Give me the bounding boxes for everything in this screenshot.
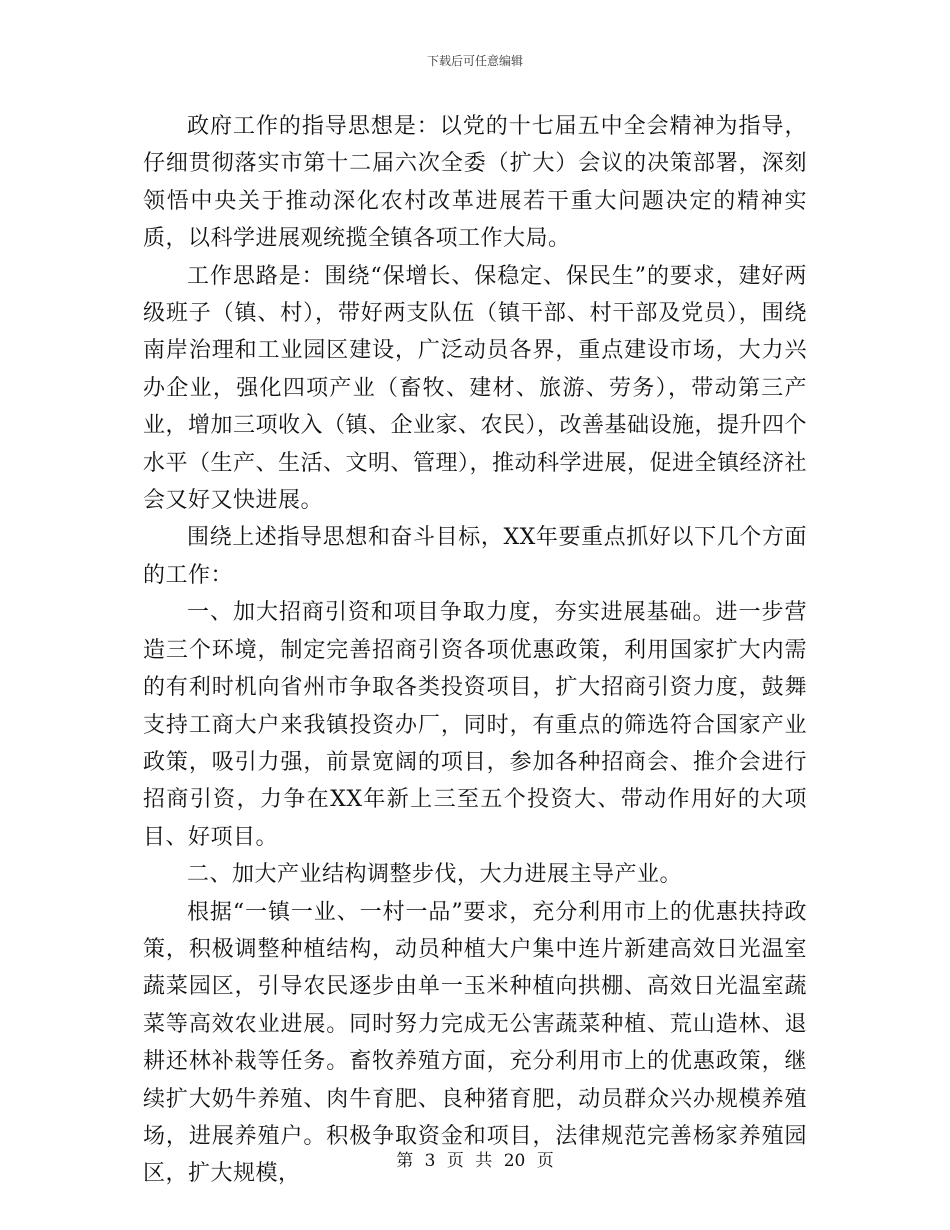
paragraph-guiding-ideology: 政府工作的指导思想是：以党的十七届五中全会精神为指导，仔细贯彻落实市第十二届六次全委（扩大）会议的决策部署，深刻领悟中央关于推动深化农村改革进展若干重大问题决定的精神实质，以科学进展观统揽全镇各项工作大局。 xyxy=(143,114,807,252)
paragraph-key-tasks-intro: 围绕上述指导思想和奋斗目标，XX年要重点抓好以下几个方面的工作： xyxy=(143,525,807,588)
header-note: 下载后可任意编辑 xyxy=(426,54,523,68)
footer-page-word: 页 xyxy=(446,1151,464,1171)
footer-current-page: 3 xyxy=(424,1151,436,1171)
paragraph-section-two-heading: 二、加大产业结构调整步伐，大力进展主导产业。 xyxy=(187,862,683,888)
paragraph-work-approach: 工作思路是：围绕“保增长、保稳定、保民生”的要求，建好两级班子（镇、村），带好两支队伍（镇干部、村干部及党员），围绕南岸治理和工业园区建设，广泛动员各界，重点建设市场，大力兴办企业，强化四项产业（畜牧、建材、旅游、劳务），带动第三产业，增加三项收入（镇、企业家、农民），改善基础设施，提升四个水平（生产、生活、文明、管理），推动科学进展，促进全镇经济社会又好又快进展。 xyxy=(143,263,808,514)
paragraph-industry-structure: 根据“一镇一业、一村一品”要求，充分利用市上的优惠扶持政策，积极调整种植结构，动员种植大户集中连片新建高效日光温室蔬菜园区，引导农民逐步由单一玉米种植向拱棚、高效日光温室蔬菜等高效农业进展。同时努力完成无公害蔬菜种植、荒山造林、退耕还林补栽等任务。畜牧养殖方面，充分利用市上的优惠政策，继续扩大奶牛养殖、肉牛育肥、良种猪育肥，动员群众兴办规模养殖场，进展养殖户。积极争取资金和项目，法律规范完善杨家养殖园区，扩大规模， xyxy=(143,899,807,1187)
document-body xyxy=(143,108,807,1193)
paragraph-investment-promotion: 一、加大招商引资和项目争取力度，夯实进展基础。进一步营造三个环境，制定完善招商引资各项优惠政策，利用国家扩大内需的有利时机向省州市争取各类投资项目，扩大招商引资力度，鼓舞支持工商大户来我镇投资办厂，同时，有重点的筛选符合国家产业政策，吸引力强，前景宽阔的项目，参加各种招商会、推介会进行招商引资，力争在XX年新上三至五个投资大、带动作用好的大项目、好项目。 xyxy=(143,600,807,850)
footer-page-prefix: 第 xyxy=(396,1151,414,1171)
page-footer xyxy=(0,1146,950,1171)
footer-total-prefix: 共 xyxy=(475,1151,493,1171)
footer-page-suffix: 页 xyxy=(536,1151,554,1171)
footer-total-pages: 20 xyxy=(503,1151,526,1171)
